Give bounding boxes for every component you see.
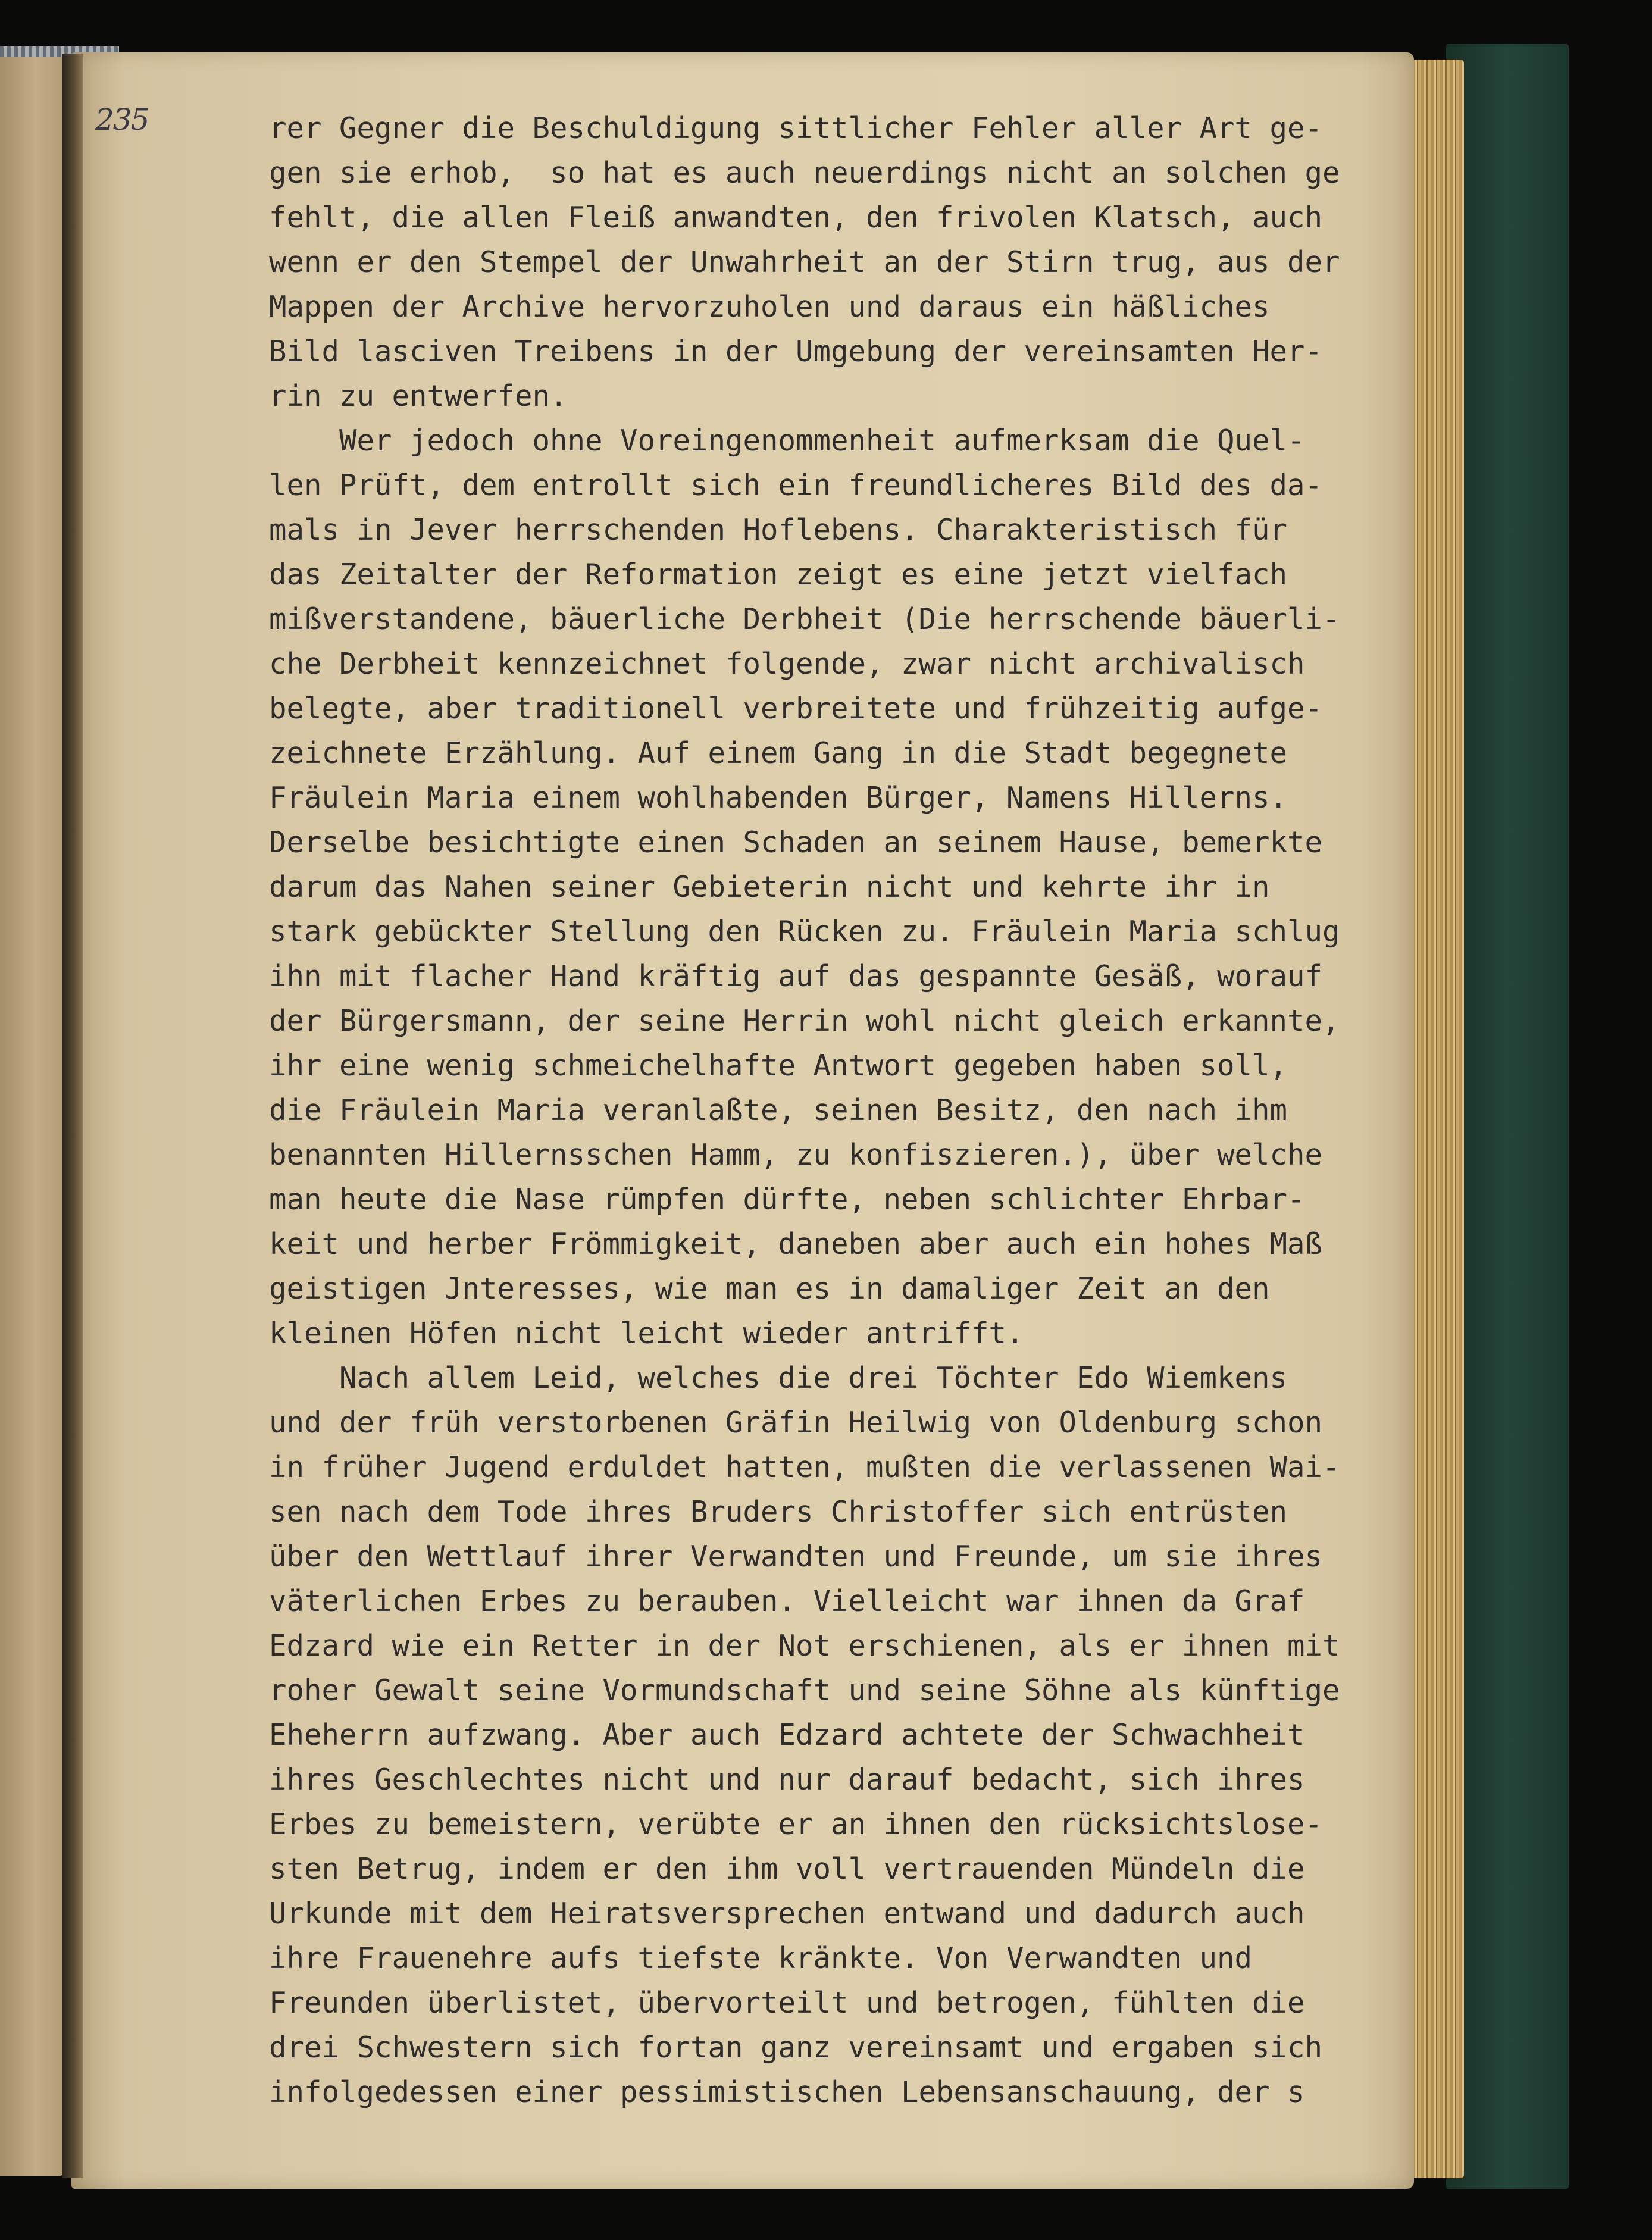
text-line: che Derbheit kennzeichnet folgende, zwar nicht archivalisch [269,647,1305,681]
text-line: väterlichen Erbes zu berauben. Vielleicht war ihnen da Graf [269,1584,1305,1618]
text-line: das Zeitalter der Reformation zeigt es eine jetzt vielfach [269,558,1288,592]
text-line: ihres Geschlechtes nicht und nur darauf bedacht, sich ihres [269,1763,1305,1797]
text-line: der Bürgersmann, der seine Herrin wohl nicht gleich erkannte, [269,1004,1340,1038]
text-line: rin zu entwerfen. [269,379,568,413]
text-line: ihn mit flacher Hand kräftig auf das gespannte Gesäß, worauf [269,959,1323,993]
text-line: rer Gegner die Beschuldigung sittlicher Fehler aller Art ge- [269,111,1323,145]
text-line: Bild lasciven Treibens in der Umgebung der vereinsamten Her- [269,334,1323,368]
text-line: Derselbe besichtigte einen Schaden an seinem Hause, bemerkte [269,825,1323,859]
text-line: Wer jedoch ohne Voreingenommenheit aufmerksam die Quel- [269,424,1305,458]
text-line: keit und herber Frömmigkeit, daneben aber auch ein hohes Maß [269,1227,1323,1261]
text-line: Freunden überlistet, übervorteilt und betrogen, fühlten die [269,1986,1305,2020]
text-line: man heute die Nase rümpfen dürfte, neben schlichter Ehrbar- [269,1182,1305,1216]
text-line: ihre Frauenehre aufs tiefste kränkte. Von Verwandten und [269,1941,1253,1975]
text-line: darum das Nahen seiner Gebieterin nicht und kehrte ihr in [269,870,1270,904]
text-line: Mappen der Archive hervorzuholen und daraus ein häßliches [269,290,1270,324]
text-line: und der früh verstorbenen Gräfin Heilwig von Oldenburg schon [269,1406,1323,1440]
text-line: fehlt, die allen Fleiß anwandten, den frivolen Klatsch, auch [269,201,1323,234]
text-line: Nach allem Leid, welches die drei Töchter Edo Wiemkens [269,1361,1288,1395]
text-line: die Fräulein Maria veranlaßte, seinen Besitz, den nach ihm [269,1093,1288,1127]
text-line: sten Betrug, indem er den ihm voll vertrauenden Mündeln die [269,1852,1305,1886]
text-line: in früher Jugend erduldet hatten, mußten die verlassenen Wai- [269,1450,1340,1484]
text-line: Erbes zu bemeistern, verübte er an ihnen den rücksichtslose- [269,1807,1323,1841]
text-line: zeichnete Erzählung. Auf einem Gang in die Stadt begegnete [269,736,1288,770]
text-line: len Prüft, dem entrollt sich ein freundlicheres Bild des da- [269,468,1323,502]
book-cover [1446,44,1569,2189]
typed-text-body [269,106,1382,2114]
text-line: Edzard wie ein Retter in der Not erschienen, als er ihnen mit [269,1629,1340,1663]
text-line: mals in Jever herrschenden Hoflebens. Charakteristisch für [269,513,1288,547]
text-line: Fräulein Maria einem wohlhabenden Bürger, Namens Hillerns. [269,781,1288,815]
text-line: geistigen Jnteresses, wie man es in damaliger Zeit an den [269,1272,1270,1306]
text-line: Eheherrn aufzwang. Aber auch Edzard achtete der Schwachheit [269,1718,1305,1752]
text-line: drei Schwestern sich fortan ganz vereinsamt und ergaben sich [269,2031,1323,2064]
text-line: sen nach dem Tode ihres Bruders Christoffer sich entrüsten [269,1495,1288,1529]
left-page-edge [0,57,65,2176]
text-line: roher Gewalt seine Vormundschaft und seine Söhne als künftige [269,1673,1340,1707]
page-number: 235 [95,102,149,137]
text-line: stark gebückter Stellung den Rücken zu. Fräulein Maria schlug [269,915,1340,949]
text-line: belegte, aber traditionell verbreitete und frühzeitig aufge- [269,692,1323,725]
text-line: benannten Hillernsschen Hamm, zu konfiszieren.), über welche [269,1138,1323,1172]
text-line: wenn er den Stempel der Unwahrheit an der Stirn trug, aus der [269,245,1340,279]
text-line: Urkunde mit dem Heiratsversprechen entwand und dadurch auch [269,1897,1305,1931]
text-line: kleinen Höfen nicht leicht wieder antrifft. [269,1316,1024,1350]
text-line: ihr eine wenig schmeichelhafte Antwort gegeben haben soll, [269,1049,1288,1083]
text-line: mißverstandene, bäuerliche Derbheit (Die herrschende bäuerli- [269,602,1340,636]
book-gutter [62,54,83,2178]
text-line: über den Wettlauf ihrer Verwandten und Freunde, um sie ihres [269,1540,1323,1573]
text-line: infolgedessen einer pessimistischen Lebensanschauung, der s [269,2075,1305,2109]
text-line: gen sie erhob, so hat es auch neuerdings nicht an solchen ge [269,156,1340,190]
